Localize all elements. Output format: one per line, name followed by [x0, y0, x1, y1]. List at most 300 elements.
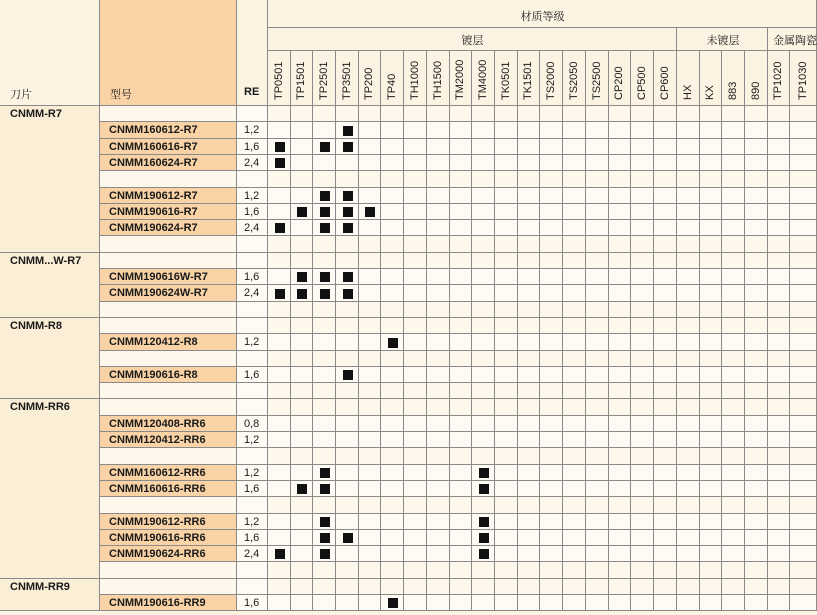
- availability-mark: [343, 370, 353, 380]
- grade-cell: [450, 465, 472, 481]
- grade-column-label: 890: [749, 81, 762, 100]
- grade-cell: [768, 155, 790, 171]
- grade-cell: [609, 481, 631, 497]
- grade-cell: [495, 432, 518, 448]
- grade-cell: [495, 367, 518, 383]
- insert-group-cell: [0, 106, 100, 253]
- grade-cell: [563, 171, 586, 188]
- grade-cell: [540, 579, 563, 595]
- grade-cell: [450, 106, 472, 122]
- grade-cell: [404, 481, 427, 497]
- grade-cell: [563, 334, 586, 351]
- grade-cell: [540, 399, 563, 416]
- availability-mark: [297, 207, 307, 217]
- grade-cell: [291, 432, 313, 448]
- grade-cell: [427, 253, 450, 269]
- grade-column-label: TS2050: [567, 61, 580, 100]
- grade-cell: [495, 416, 518, 432]
- grade-cell: [677, 253, 700, 269]
- grade-cell: [404, 399, 427, 416]
- grade-cell: [677, 220, 700, 236]
- grade-cell: [563, 448, 586, 465]
- re-cell: [237, 318, 268, 334]
- grade-cell: [404, 579, 427, 595]
- grade-cell: [495, 562, 518, 579]
- grade-cell: [768, 481, 790, 497]
- grade-cell: [768, 367, 790, 383]
- grade-column-label: TP40: [385, 73, 398, 100]
- grade-cell: [336, 383, 359, 399]
- grade-cell: [540, 106, 563, 122]
- grade-cell: [768, 106, 790, 122]
- grade-cell: [359, 383, 381, 399]
- grade-column-label: TP1030: [796, 61, 809, 100]
- grade-cell: [336, 334, 359, 351]
- grade-cell: [404, 253, 427, 269]
- grade-cell: [472, 139, 495, 155]
- grade-cell: [722, 399, 745, 416]
- grade-cell: [404, 562, 427, 579]
- grade-cell: [790, 579, 817, 595]
- grade-cell: [291, 514, 313, 530]
- grade-cell: [677, 465, 700, 481]
- grade-column-label: TS2000: [544, 61, 557, 100]
- grade-cell: [291, 383, 313, 399]
- grade-cell: [700, 595, 722, 611]
- header-coated-label: 镀层: [461, 34, 484, 47]
- grade-cell: [790, 383, 817, 399]
- grade-cell: [381, 530, 404, 546]
- insert-group-label: CNMM-RR9: [10, 581, 70, 593]
- grade-cell: [654, 220, 677, 236]
- grade-cell: [518, 530, 540, 546]
- grade-cell: [472, 432, 495, 448]
- grade-cell: [722, 367, 745, 383]
- grade-cell: [790, 432, 817, 448]
- grade-cell: [427, 334, 450, 351]
- grade-cell: [631, 318, 654, 334]
- grade-cell: [268, 383, 291, 399]
- grade-cell: [540, 220, 563, 236]
- grade-cell: [677, 139, 700, 155]
- model-cell: [100, 448, 237, 465]
- grade-cell: [540, 432, 563, 448]
- grade-cell: [563, 302, 586, 318]
- grade-cell: [790, 171, 817, 188]
- availability-mark: [320, 223, 330, 233]
- grade-cell: [768, 530, 790, 546]
- grade-cell: [563, 562, 586, 579]
- grade-cell: [518, 204, 540, 220]
- grade-cell: [495, 269, 518, 285]
- header-model-label: 型号: [110, 88, 132, 101]
- grade-cell: [745, 269, 768, 285]
- grade-cell: [722, 285, 745, 302]
- grade-cell: [677, 302, 700, 318]
- re-cell: [237, 383, 268, 399]
- grade-cell: [654, 448, 677, 465]
- grade-cell: [654, 367, 677, 383]
- grade-cell: [518, 269, 540, 285]
- grade-cell: [631, 122, 654, 139]
- grade-cell: [631, 367, 654, 383]
- grade-cell: [745, 302, 768, 318]
- grade-cell: [609, 562, 631, 579]
- availability-mark: [320, 207, 330, 217]
- model-label: CNMM160612-R7: [109, 124, 198, 136]
- availability-mark: [275, 549, 285, 559]
- grade-cell: [291, 465, 313, 481]
- grade-cell: [268, 465, 291, 481]
- grade-cell: [404, 155, 427, 171]
- grade-cell: [540, 269, 563, 285]
- grade-cell: [700, 155, 722, 171]
- grade-cell: [540, 481, 563, 497]
- grade-cell: [790, 546, 817, 562]
- grade-cell: [609, 465, 631, 481]
- grade-cell: [450, 416, 472, 432]
- grade-cell: [540, 253, 563, 269]
- grade-cell: [381, 546, 404, 562]
- grade-cell: [268, 334, 291, 351]
- grade-cell: [563, 367, 586, 383]
- re-cell: [237, 579, 268, 595]
- grade-cell: [745, 106, 768, 122]
- grade-cell: [586, 514, 609, 530]
- grade-cell: [790, 236, 817, 253]
- grade-cell: [450, 432, 472, 448]
- availability-mark: [343, 191, 353, 201]
- grade-cell: [631, 448, 654, 465]
- grade-cell: [654, 416, 677, 432]
- grade-cell: [313, 432, 336, 448]
- grade-cell: [381, 432, 404, 448]
- grade-cell: [745, 367, 768, 383]
- grade-cell: [768, 546, 790, 562]
- grade-cell: [495, 448, 518, 465]
- grade-cell: [654, 514, 677, 530]
- grade-cell: [404, 269, 427, 285]
- grade-cell: [518, 139, 540, 155]
- grade-cell: [609, 106, 631, 122]
- grade-cell: [722, 595, 745, 611]
- grade-cell: [790, 220, 817, 236]
- grade-cell: [450, 302, 472, 318]
- availability-mark: [320, 272, 330, 282]
- grade-cell: [540, 448, 563, 465]
- grade-column-label: TH1000: [408, 60, 421, 100]
- grade-cell: [768, 432, 790, 448]
- grade-cell: [336, 546, 359, 562]
- grade-cell: [450, 139, 472, 155]
- grade-cell: [654, 399, 677, 416]
- grade-cell: [450, 188, 472, 204]
- grade-cell: [359, 562, 381, 579]
- grade-cell: [518, 448, 540, 465]
- re-value: 2,4: [244, 222, 260, 234]
- grade-cell: [745, 399, 768, 416]
- grade-cell: [745, 220, 768, 236]
- grade-cell: [404, 171, 427, 188]
- grade-column-label: CP600: [658, 66, 671, 100]
- grade-cell: [313, 171, 336, 188]
- header-cermet-label: 金属陶瓷: [773, 34, 817, 47]
- grade-cell: [745, 334, 768, 351]
- grade-cell: [359, 595, 381, 611]
- grade-cell: [472, 253, 495, 269]
- grade-cell: [722, 579, 745, 595]
- grade-column-label: TP1020: [772, 61, 784, 100]
- grade-cell: [359, 188, 381, 204]
- grade-cell: [586, 204, 609, 220]
- grade-cell: [450, 122, 472, 139]
- grade-cell: [495, 171, 518, 188]
- grade-cell: [313, 236, 336, 253]
- grade-cell: [291, 416, 313, 432]
- grade-cell: [313, 302, 336, 318]
- grade-cell: [700, 318, 722, 334]
- grade-cell: [677, 334, 700, 351]
- grade-cell: [427, 383, 450, 399]
- grade-cell: [540, 318, 563, 334]
- grade-cell: [336, 171, 359, 188]
- re-cell: [237, 562, 268, 579]
- grade-cell: [495, 334, 518, 351]
- grade-cell: [563, 253, 586, 269]
- grade-cell: [518, 367, 540, 383]
- grade-cell: [768, 139, 790, 155]
- grade-cell: [404, 188, 427, 204]
- model-label: CNMM190612-RR6: [109, 516, 206, 528]
- grade-cell: [790, 448, 817, 465]
- model-cell: [100, 497, 237, 514]
- grade-cell: [700, 367, 722, 383]
- availability-mark: [343, 272, 353, 282]
- grade-cell: [495, 595, 518, 611]
- grade-cell: [677, 171, 700, 188]
- grade-cell: [700, 432, 722, 448]
- grade-cell: [291, 253, 313, 269]
- grade-cell: [427, 399, 450, 416]
- grade-cell: [404, 220, 427, 236]
- grade-cell: [495, 253, 518, 269]
- grade-cell: [654, 579, 677, 595]
- grade-cell: [359, 546, 381, 562]
- grade-cell: [586, 302, 609, 318]
- re-value: 2,4: [244, 548, 260, 560]
- grade-cell: [631, 595, 654, 611]
- grade-cell: [563, 285, 586, 302]
- grade-cell: [790, 514, 817, 530]
- grade-cell: [450, 448, 472, 465]
- grade-cell: [631, 416, 654, 432]
- grade-cell: [677, 122, 700, 139]
- grade-cell: [472, 497, 495, 514]
- model-label: CNMM190624-R7: [109, 222, 198, 234]
- grade-cell: [336, 562, 359, 579]
- grade-cell: [654, 188, 677, 204]
- grade-cell: [495, 285, 518, 302]
- header-insert-label: 刀片: [10, 88, 32, 101]
- model-label: CNMM190612-R7: [109, 190, 198, 202]
- grade-cell: [654, 562, 677, 579]
- grade-cell: [790, 188, 817, 204]
- grade-cell: [427, 497, 450, 514]
- grade-cell: [563, 139, 586, 155]
- grade-cell: [677, 416, 700, 432]
- grade-cell: [563, 155, 586, 171]
- grade-cell: [586, 383, 609, 399]
- grade-cell: [745, 253, 768, 269]
- grade-column-label: TK0501: [499, 61, 512, 100]
- grade-cell: [495, 399, 518, 416]
- grade-cell: [540, 530, 563, 546]
- grade-cell: [359, 579, 381, 595]
- grade-cell: [450, 253, 472, 269]
- insert-group-label: CNMM...W-R7: [10, 255, 82, 267]
- grade-cell: [268, 579, 291, 595]
- grade-cell: [768, 188, 790, 204]
- grade-cell: [745, 432, 768, 448]
- grade-cell: [518, 106, 540, 122]
- grade-cell: [609, 497, 631, 514]
- grade-cell: [609, 171, 631, 188]
- grade-cell: [518, 546, 540, 562]
- model-label: CNMM120412-RR6: [109, 434, 206, 446]
- grade-cell: [563, 383, 586, 399]
- grade-cell: [359, 367, 381, 383]
- grade-cell: [722, 106, 745, 122]
- grade-cell: [540, 302, 563, 318]
- grade-cell: [609, 399, 631, 416]
- model-label: CNMM160616-R7: [109, 141, 198, 153]
- grade-cell: [381, 106, 404, 122]
- grade-cell: [609, 236, 631, 253]
- grade-column-label: TS2500: [590, 61, 603, 100]
- model-cell: [100, 253, 237, 269]
- grade-cell: [313, 562, 336, 579]
- grade-cell: [381, 416, 404, 432]
- grade-cell: [586, 171, 609, 188]
- grade-column-label: CP500: [635, 66, 648, 100]
- grade-cell: [745, 465, 768, 481]
- grade-cell: [609, 188, 631, 204]
- grade-cell: [336, 481, 359, 497]
- grade-cell: [654, 106, 677, 122]
- grade-cell: [472, 367, 495, 383]
- grade-cell: [359, 302, 381, 318]
- grade-cell: [427, 432, 450, 448]
- grade-cell: [609, 204, 631, 220]
- grade-cell: [745, 579, 768, 595]
- availability-mark: [320, 533, 330, 543]
- grade-cell: [404, 236, 427, 253]
- grade-cell: [268, 269, 291, 285]
- grade-cell: [631, 253, 654, 269]
- grade-cell: [609, 285, 631, 302]
- grade-cell: [700, 302, 722, 318]
- grade-cell: [722, 432, 745, 448]
- model-label: CNMM190616W-R7: [109, 271, 208, 283]
- grade-cell: [472, 399, 495, 416]
- grade-cell: [472, 595, 495, 611]
- grade-cell: [359, 106, 381, 122]
- grade-cell: [404, 595, 427, 611]
- availability-mark: [320, 468, 330, 478]
- grade-cell: [427, 204, 450, 220]
- grade-cell: [472, 334, 495, 351]
- grade-cell: [631, 432, 654, 448]
- grade-cell: [540, 595, 563, 611]
- grade-column-label: TP0501: [272, 61, 285, 100]
- grade-cell: [790, 562, 817, 579]
- re-value: 1,6: [244, 141, 260, 153]
- grade-cell: [518, 236, 540, 253]
- grade-cell: [631, 351, 654, 367]
- grade-cell: [359, 122, 381, 139]
- grade-cell: [745, 188, 768, 204]
- grade-cell: [654, 546, 677, 562]
- grade-cell: [381, 155, 404, 171]
- grade-cell: [540, 416, 563, 432]
- grade-cell: [654, 465, 677, 481]
- grade-cell: [700, 481, 722, 497]
- grade-cell: [427, 188, 450, 204]
- grade-cell: [495, 465, 518, 481]
- grade-cell: [540, 367, 563, 383]
- grade-cell: [745, 595, 768, 611]
- grade-cell: [631, 481, 654, 497]
- grade-cell: [722, 530, 745, 546]
- grade-cell: [404, 432, 427, 448]
- model-cell: [100, 318, 237, 334]
- grade-cell: [631, 171, 654, 188]
- model-label: CNMM120412-R8: [109, 336, 198, 348]
- grade-cell: [700, 546, 722, 562]
- grade-cell: [472, 204, 495, 220]
- grade-cell: [722, 171, 745, 188]
- grade-cell: [700, 416, 722, 432]
- grade-cell: [700, 139, 722, 155]
- grade-cell: [768, 351, 790, 367]
- grade-cell: [677, 448, 700, 465]
- availability-mark: [388, 338, 398, 348]
- grade-cell: [404, 514, 427, 530]
- grade-cell: [563, 351, 586, 367]
- grade-cell: [790, 318, 817, 334]
- grade-cell: [563, 514, 586, 530]
- grade-cell: [268, 318, 291, 334]
- grade-cell: [359, 171, 381, 188]
- grade-cell: [495, 546, 518, 562]
- availability-mark: [479, 468, 489, 478]
- grade-cell: [268, 302, 291, 318]
- grade-cell: [790, 285, 817, 302]
- grade-cell: [518, 432, 540, 448]
- grade-cell: [336, 448, 359, 465]
- grade-cell: [631, 514, 654, 530]
- availability-mark: [388, 598, 398, 608]
- model-cell: [100, 383, 237, 399]
- re-cell: [237, 171, 268, 188]
- grade-cell: [745, 122, 768, 139]
- grade-cell: [631, 465, 654, 481]
- grade-cell: [631, 530, 654, 546]
- grade-cell: [427, 318, 450, 334]
- grade-cell: [631, 546, 654, 562]
- grade-cell: [563, 465, 586, 481]
- grade-cell: [359, 236, 381, 253]
